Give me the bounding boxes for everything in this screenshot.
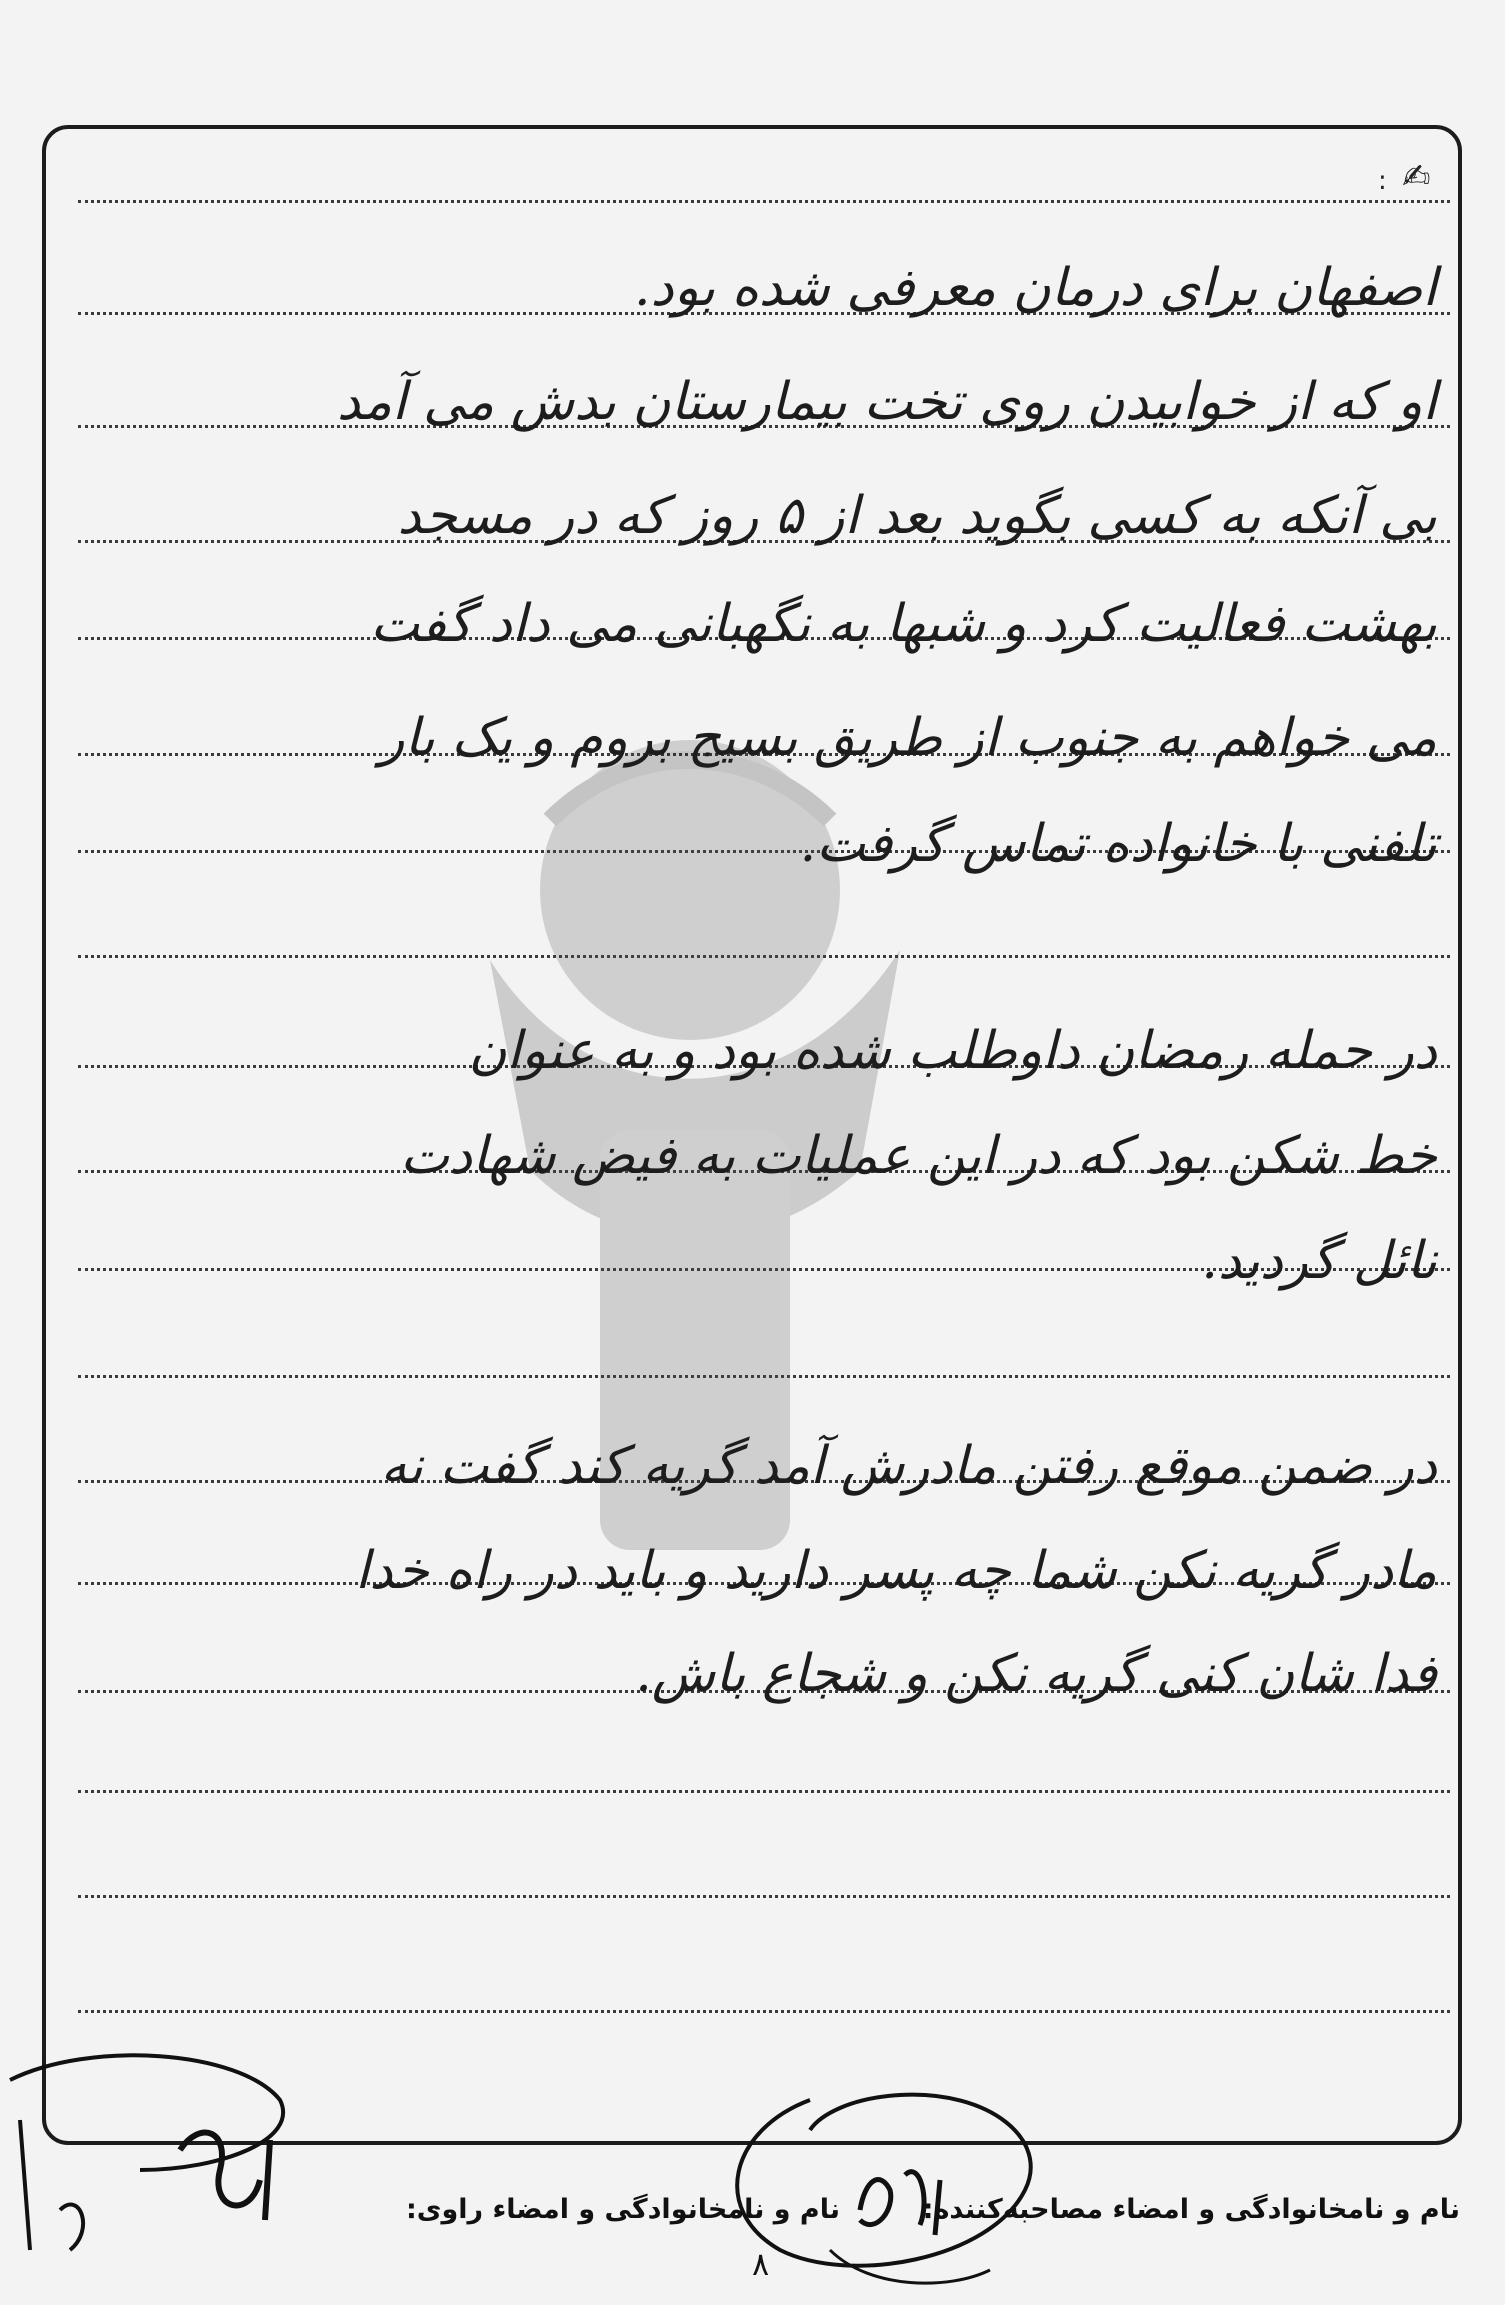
ruled-line	[78, 1895, 1450, 1898]
narrator-label: نام و نامخانوادگی و امضاء راوی:	[405, 2194, 840, 2225]
handwritten-line: در حمله رمضان داوطلب شده بود و به عنوان	[468, 1021, 1437, 1081]
ruled-line	[78, 1790, 1450, 1793]
handwritten-line: بی آنکه به کسی بگوید بعد از ۵ روز که در مسجد	[397, 486, 1437, 546]
handwritten-line: تلفنی با خانواده تماس گرفت.	[799, 814, 1437, 874]
handwritten-line: مادر گریه نکن شما چه پسر دارید و باید در راه خدا	[354, 1541, 1437, 1601]
narrator-signature	[0, 2020, 300, 2270]
ruled-line	[78, 2010, 1450, 2013]
interviewer-signature	[690, 2060, 1050, 2290]
pen-icon: ✍	[1402, 157, 1431, 197]
handwritten-line: خط شکن بود که در این عملیات به فیض شهادت	[400, 1126, 1437, 1186]
handwritten-line: اصفهان برای درمان معرفی شده بود.	[634, 258, 1437, 318]
interviewer-label: نام و نامخانوادگی و امضاء مصاحبه‌کننده:	[922, 2194, 1460, 2225]
handwritten-line: بهشت فعالیت کرد و شبها به نگهبانی می داد گفت	[370, 594, 1437, 654]
handwritten-line: او که از خوابیدن روی تخت بیمارستان بدش می آمد	[336, 372, 1437, 432]
handwritten-line: نائل گردید.	[1201, 1231, 1437, 1291]
page-number: ۸	[752, 2245, 770, 2283]
colon-mark: :	[1378, 166, 1387, 196]
handwritten-line: می خواهم به جنوب از طریق بسیج بروم و یک بار	[379, 708, 1437, 768]
handwritten-line: فدا شان کنی گریه نکن و شجاع باش.	[635, 1644, 1437, 1704]
handwritten-line: در ضمن موقع رفتن مادرش آمد گریه کند گفت نه	[380, 1436, 1437, 1496]
ruled-line	[78, 200, 1450, 203]
